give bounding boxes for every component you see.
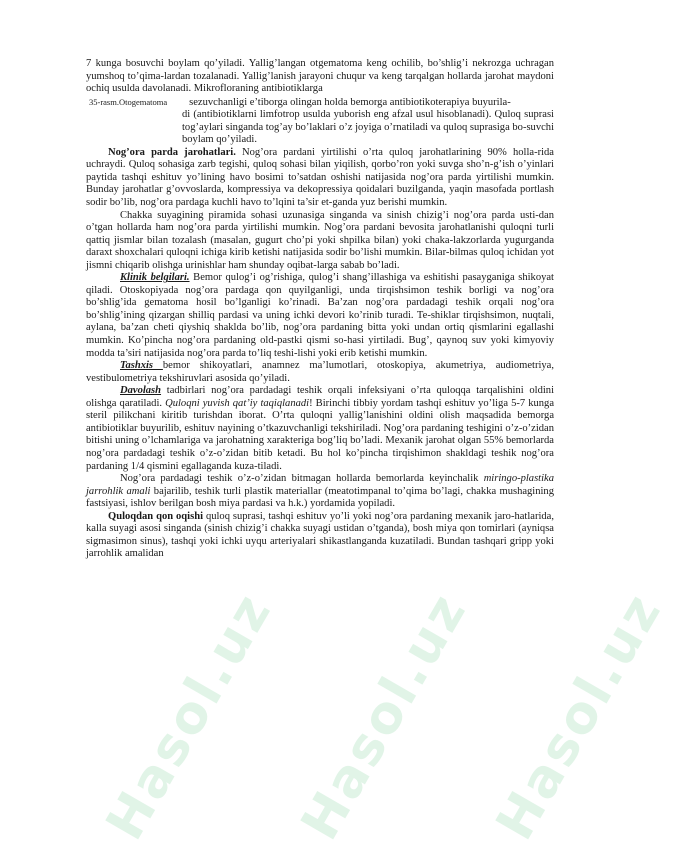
paragraph [86, 511, 554, 561]
section-title: Klinik belgilari. [120, 272, 190, 284]
watermark: Hasol.uz [485, 582, 674, 850]
watermark: Hasol.uz [290, 582, 480, 850]
paragraph-text: Bemor qulog’i og’rishiga, qulog’i shang’illashiga va eshitishi pasayganiga shikoyat qiladi. Otoskopiyada nog’ora pardaga qon quyilganligi, unda tirqishsimon teshik borligi va nog’ora bo’shlig’ida gematoma hosil bo’lganligi ko’rinadi. Ba’zan nog’ora pardadagi teshik orqali nog’ora bo’shlig’ining qizargan shilliq pardasi va uning ichki devori ko’rinib turadi. Te-shiklar tirqishsimon, nuqtali, aylana, ba’zan cheti qiyshiq shaklda bo’lib, nog’ora pardaning bitta yoki undan ortiq qismlarini egallashi mumkin. Ko’pincha nog’ora pardaning old-pastki qismi so-hasi yirtiladi. Bug’, qaynoq suv yoki kimyoviy modda ta’siri natijasida nog’ora parda to’liq teshi-lishi yoki erib ketishi mumkin. [86, 272, 554, 359]
paragraph-text: tadbirlari nog’ora pardadagi teshik orqali infeksiyani o’rta quloqqa tarqalishini oldini olishga qaratiladi. [86, 385, 554, 409]
paragraph [86, 272, 554, 360]
paragraph-text: ! Birinchi tibbiy yordam tashqi eshituv yo’liga 5-7 kunga steril pilikchani kiritib turishdan iborat. O’rta quloqni yallig’lanishini oldini olish maqsadida bemorga antibiotiklar buyurilib, eshituv nayining o’tkazuvchanligi tekshiriladi. Nog’ora pardaning teshigini o’z-o’zidan bitishi uning o’lchamlariga va jarohatning xarakteriga bog’liq bo’ladi. Mexanik jarohat olgan 55% bemorlarda nog’ora pardadagi teshik o’z-o’zidan bitib ketadi. Bu hol ko’pincha tirqishimon shakldagi teshik nog’ora pardaning 1/4 qismini egallaganda kuza-tiladi. [86, 397, 555, 472]
emphasis-text: miringo-plastika jarrohlik amali [86, 473, 554, 497]
watermark: Hasol.uz [95, 582, 285, 850]
paragraph [86, 360, 554, 385]
paragraph [86, 109, 554, 147]
paragraph-text: Nog’ora pardadagi teshik o’z-o’zidan bitmagan hollarda bemorlarda keyinchalik [120, 473, 484, 485]
section-title: Nog’ora parda jarohatlari. [108, 146, 236, 158]
paragraph: 7 kunga bosuvchi boylam qo’yiladi. Yallig’langan otgematoma keng ochilib, bo’shlig’i nekrozga uchragan yumshoq to’qima-lardan tozalanadi. Yallig’lanish jarayoni chuqur va keng tarqalgan hollarda jarohat maydoni ochiq usulda davolanadi. Mikrofloraning antibiotiklarga [86, 58, 554, 95]
figure-caption-line [86, 96, 554, 110]
paragraph-text: bajarilib, teshik turli plastik materiallar (meatotimpanal to’qima bo’lagi, chakka mushagining fastsiyasi, ishlov berilgan bosh miya pardasi va h.k.) yordamida yopiladi. [86, 485, 554, 510]
section-title: Tashxis [120, 360, 163, 372]
figure-caption: 35-rasm.Otogematoma [89, 96, 168, 107]
section-title: Davolash [120, 385, 162, 397]
paragraph-text: Nog’ora pardani yirtilishi o’rta quloq jarohatlarining 90% holla-rida uchraydi. Quloq sohasiga zarb tegishi, quloq sohasi bilan yiqilish, qorbo’ron yoki suvga sho’n-g’ish o’yinlari paytida tashqi eshituv yo’lining havo bosimi to’satdan oshishi natijasida nog’ora parda yirtilishi mumkin. Bunday jarohatlar g’ovvoslarda, kompressiya va dekopressiya qoidalari buzilganda, yaqin masofada portlash sodir bo’lib, nog’ora pardaga kuchli havo to’lqini ta’sir et-ganda yuz berishi mumkin. [86, 146, 554, 209]
emphasis-text: Quloqni yuvish qat’iy taqiqlanadi [165, 397, 310, 409]
paragraph-text: bemor shikoyatlari, anamnez ma’lumotlari, otoskopiya, akumetriya, audiometriya, vestibulometriya tekshiruvlari asosida qo’yiladi. [86, 360, 554, 384]
paragraph [86, 147, 554, 210]
paragraph-text: di (antibiotiklarni limfotrop usulda yuborish eng afzal usul hisoblanadi). Quloq suprasi tog’aylari singanda tog’ay bo’laklari o’z joyiga o’rnatiladi va quloq suprasiga bo-suvchi boylam qo’yiladi. [182, 109, 554, 146]
paragraph [86, 473, 554, 511]
section-title: Quloqdan qon oqishi [108, 510, 203, 522]
document-page [86, 58, 554, 561]
paragraph [86, 385, 554, 473]
paragraph-text: sezuvchanligi e’tiborga olingan holda bemorga antibiotikoterapiya buyurila- [189, 96, 511, 108]
paragraph: Chakka suyagining piramida sohasi uzunasiga singanda va sinish chizig’i nog’ora parda usti-dan o’tgan hollarda ham nog’ora parda yirtilishi mumkin. Nog’ora pardani bevosita jarohatlanishi quloqni turli qattiq jismlar bilan tozalash (masalan, gugurt cho’pi yoki shpilka bilan) yoki chaka-lakzorlarda yugurganda daraxt shoxchalari quloqni ichiga kirib ketishi natijasida sodir bo’lishi mumkin. Bilar-bilmas quloq ichidan yot jismni chiqarib olishga urinishlar ham shunday oqibat-larga sabab bo’ladi. [86, 209, 554, 271]
paragraph-text: quloq suprasi, tashqi eshituv yo’li yoki nog’ora pardaning mexanik jaro-hatlarida, kalla suyagi asosi singanda (sinish chizig’i chakka suyagi ustidan o’tganda), bosh miya qon tomirlari (ayniqsa sigmasimon sinus), tashqi yoki ichki uyqu arteriyalari shikastlanganda kuzatiladi. Bundan tashqari gripp yoki jarrohlik amalidan [86, 510, 554, 560]
